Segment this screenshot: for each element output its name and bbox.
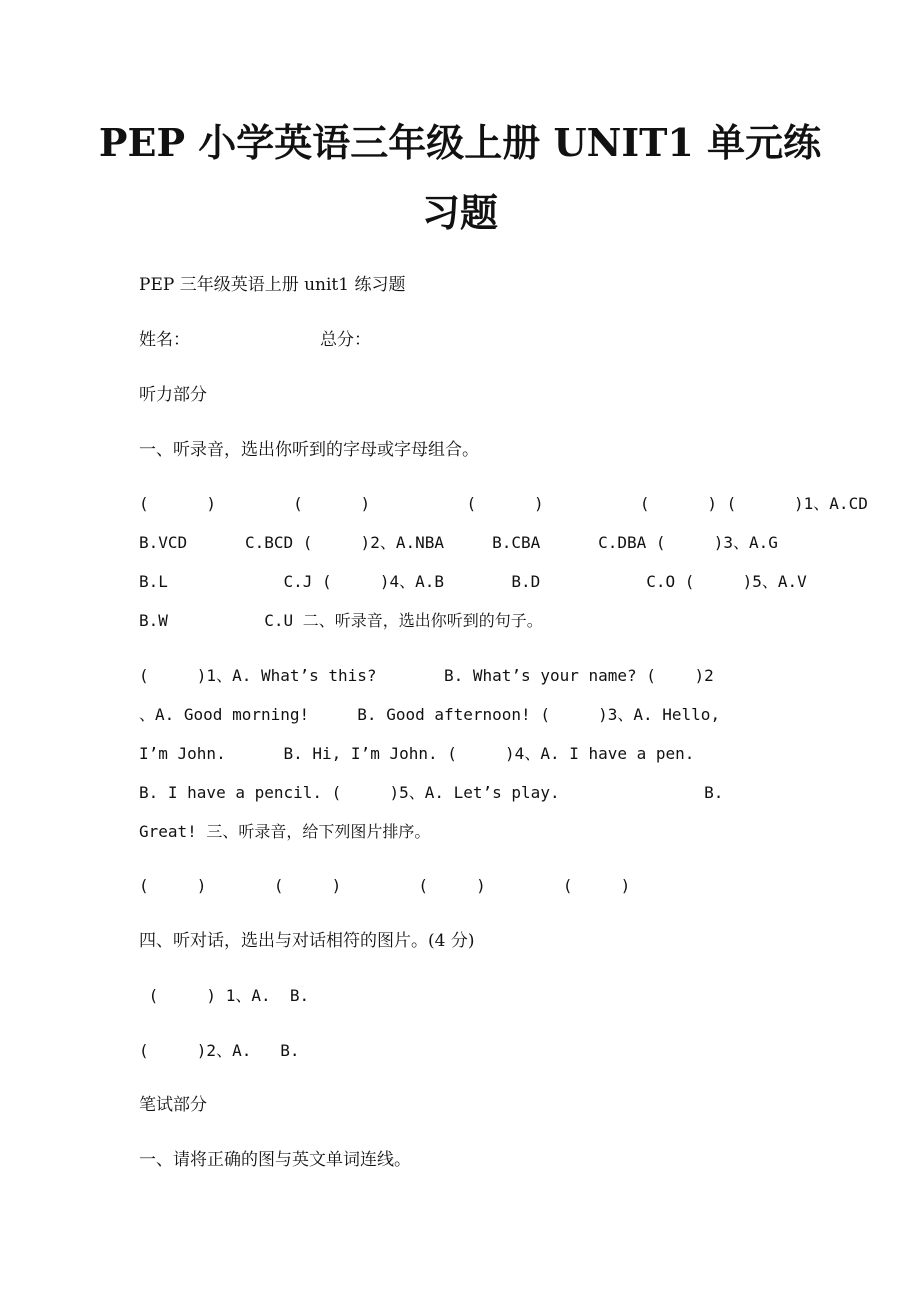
part3-answer-brackets: ( ) ( ) ( ) ( ) [139, 876, 631, 895]
document-title-line-1: PEP 小学英语三年级上册 UNIT1 单元练 [98, 120, 822, 165]
part1-line-3: B.L C.J ( )4、A.B B.D C.O ( )5、A.V [139, 572, 807, 591]
written-part1-heading: 一、请将正确的图与英文单词连线。 [139, 1150, 411, 1170]
part2-line-3: I’m John. B. Hi, I’m John. ( )4、A. I have a pen. [139, 744, 695, 763]
part2-line-4: B. I have a pencil. ( )5、A. Let’s play. B. [139, 783, 724, 802]
part4-heading: 四、听对话，选出与对话相符的图片。(4 分) [139, 931, 475, 951]
part1-line-2: B.VCD C.BCD ( )2、A.NBA B.CBA C.DBA ( )3、A.G [139, 533, 778, 552]
part2-line-1: ( )1、A. What’s this? B. What’s your name? ( )2 [139, 666, 714, 685]
written-section-heading: 笔试部分 [139, 1095, 207, 1115]
name-field-label: 姓名： [139, 330, 190, 350]
worksheet-subtitle: PEP 三年级英语上册 unit1 练习题 [139, 275, 406, 295]
score-field-label: 总分： [320, 330, 371, 350]
part2-line-2: 、A. Good morning! B. Good afternoon! ( )3、A. Hello, [139, 705, 721, 724]
part4-question-2: ( )2、A. B. [139, 1041, 300, 1060]
document-title-line-2: 习题 [421, 190, 498, 235]
part2-line-5: Great! 三、听录音，给下列图片排序。 [139, 822, 431, 841]
listening-section-heading: 听力部分 [139, 385, 207, 405]
part1-line-1: ( ) ( ) ( ) ( ) ( )1、A.CD [139, 494, 868, 513]
part4-question-1: ( ) 1、A. B. [139, 986, 310, 1005]
part1-heading: 一、听录音，选出你听到的字母或字母组合。 [139, 440, 479, 460]
part1-line-4: B.W C.U 二、听录音，选出你听到的句子。 [139, 611, 543, 630]
